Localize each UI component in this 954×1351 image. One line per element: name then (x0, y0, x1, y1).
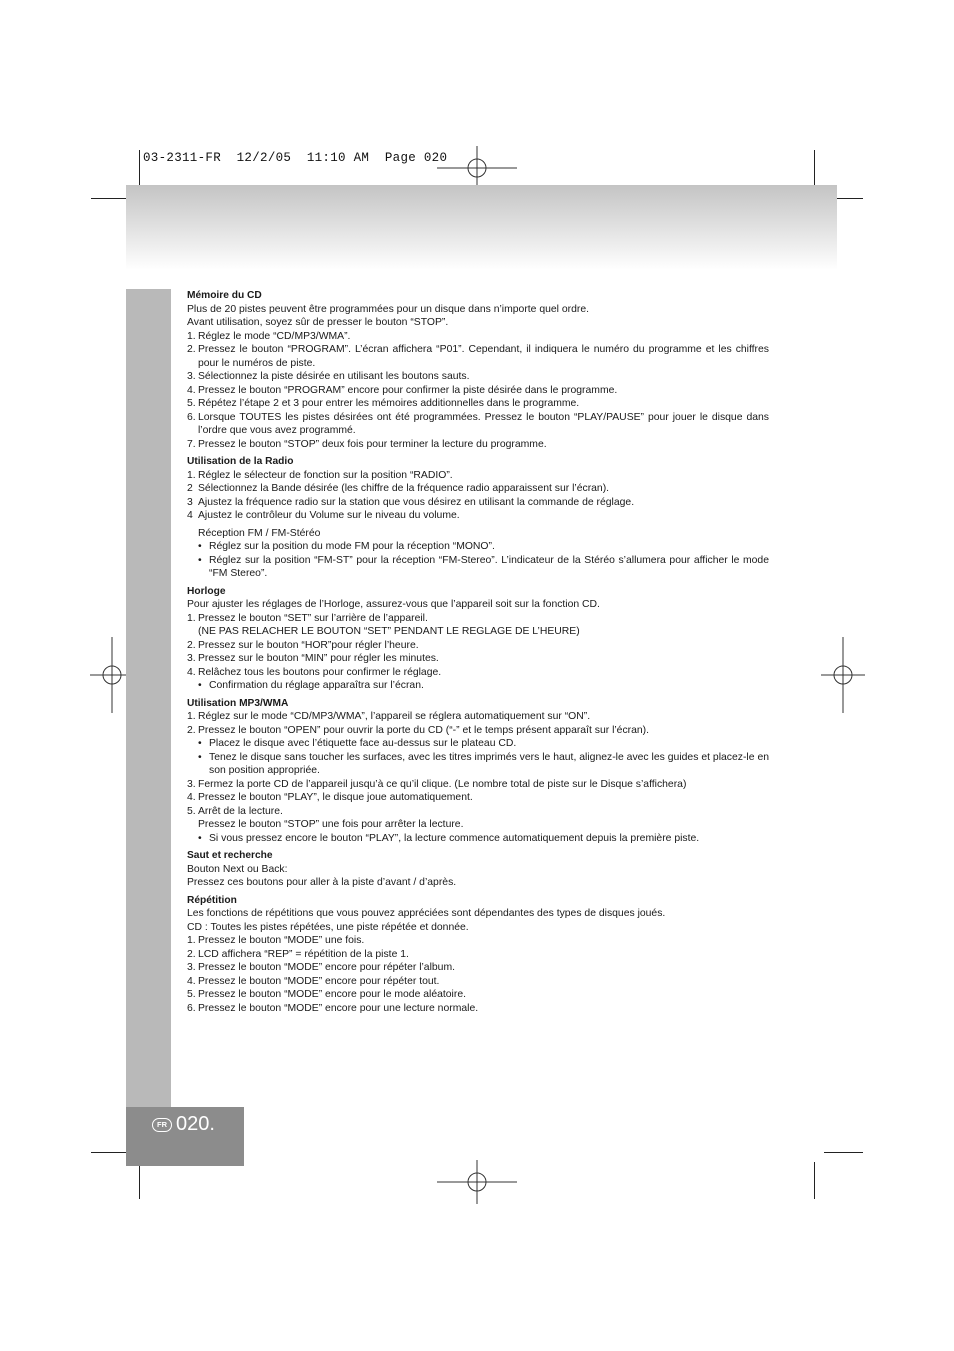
numbered-step (187, 509, 769, 523)
section (187, 455, 769, 581)
step-text: Réglez le sélecteur de fonction sur la position “RADIO”. (198, 469, 453, 481)
step-number: 2. (187, 724, 196, 736)
step-number: 1. (187, 935, 196, 946)
step-number: 1. (187, 469, 196, 481)
step-number: 4 (187, 510, 193, 521)
crop-mark-bottom-left-h (91, 1152, 131, 1153)
bullet-item (187, 832, 769, 846)
bullet-text: Réglez sur la position du mode FM pour la réception “MONO”. (209, 541, 495, 552)
step-number: 7. (187, 438, 196, 450)
section-title: Utilisation MP3/WMA (187, 697, 289, 709)
step-number: 2. (187, 639, 196, 651)
numbered-step (187, 639, 769, 653)
numbered-step (187, 934, 769, 948)
step-text: Lorsque TOUTES les pistes désirées ont été programmées. Pressez le bouton “PLAY/PAUSE” pour jouer le disque dans l’ordre que vous avez programmé. (198, 411, 769, 436)
manual-content (187, 289, 769, 1019)
section-title: Répétition (187, 894, 237, 906)
numbered-step (187, 384, 769, 398)
bullet-text: Réglez sur la position “FM-ST” pour la réception “FM-Stereo”. L’indicateur de la Stéréo s’allumera pour afficher le mode “FM Stereo”. (209, 554, 769, 579)
step-number: 5. (187, 989, 196, 1000)
section (187, 894, 769, 1016)
step-text: Pressez le bouton “MODE” encore pour répéter l’album. (198, 962, 455, 973)
registration-mark-top (437, 146, 517, 190)
indented-note: Pressez le bouton “STOP” une fois pour arrêter la lecture. (198, 819, 464, 830)
step-number: 4. (187, 384, 196, 396)
crop-mark-bottom-right-h (824, 1152, 863, 1153)
step-text: Ajustez la fréquence radio sur la station que vous désirez en utilisant la commande de réglage. (198, 496, 635, 508)
section (187, 697, 769, 846)
bullet-icon: • (198, 751, 202, 763)
bullet-item (187, 737, 769, 751)
step-number: 1. (187, 711, 196, 722)
numbered-step (187, 330, 769, 344)
bullet-item (187, 554, 769, 581)
bullet-item (187, 540, 769, 554)
step-text: Pressez sur le bouton “HOR”pour régler l’heure. (198, 639, 419, 651)
numbered-step (187, 343, 769, 370)
step-text: Pressez le bouton “PROGRAM” encore pour confirmer la piste désirée dans le programme. (198, 384, 618, 396)
fr-language-badge: FR (152, 1118, 172, 1132)
step-number: 2. (187, 948, 196, 960)
paragraph: Avant utilisation, soyez sûr de presser le bouton “STOP”. (187, 317, 449, 328)
numbered-step (187, 482, 769, 496)
step-number: 3 (187, 496, 193, 508)
paragraph: Bouton Next ou Back: (187, 863, 288, 875)
step-text: Pressez le bouton “PLAY”, le disque joue automatiquement. (198, 792, 473, 803)
step-text: Sélectionnez la Bande désirée (les chiffre de la fréquence radio apparaissent sur l’écran). (198, 483, 610, 494)
numbered-step (187, 778, 769, 792)
step-text: Pressez sur le bouton “MIN” pour régler les minutes. (198, 653, 439, 664)
step-number: 5. (187, 398, 196, 409)
numbered-step (187, 397, 769, 411)
step-number: 2 (187, 483, 193, 494)
numbered-step (187, 612, 769, 626)
bullet-text: Placez le disque avec l’étiquette face au-dessus sur le plateau CD. (209, 738, 517, 749)
section (187, 289, 769, 451)
numbered-step (187, 1002, 769, 1016)
step-number: 6. (187, 411, 196, 423)
step-number: 1. (187, 330, 196, 342)
numbered-step (187, 370, 769, 384)
bullet-icon: • (198, 541, 202, 552)
registration-mark-right (821, 637, 865, 713)
step-text: Fermez la porte CD de l’appareil jusqu’à ce qu’il clique. (Le nombre total de piste sur le Disque s’affichera) (198, 778, 687, 790)
numbered-step (187, 666, 769, 680)
crop-mark-bottom-right-v (814, 1162, 815, 1199)
side-grey-bar (126, 289, 171, 1107)
step-number: 4. (187, 792, 196, 803)
step-text: Pressez le bouton “MODE” encore pour une lecture normale. (198, 1002, 479, 1014)
page-number (152, 1113, 215, 1136)
header-gradient-band (126, 185, 837, 270)
step-number: 4. (187, 666, 196, 678)
step-text: Sélectionnez la piste désirée en utilisant les boutons sauts. (198, 371, 470, 382)
bullet-item (187, 679, 769, 693)
step-text: Réglez sur le mode “CD/MP3/WMA”, l’appareil se réglera automatiquement sur “ON”. (198, 711, 591, 722)
step-text: Pressez le bouton “OPEN” pour ouvrir la porte du CD (“-” et le temps présent apparaît sur l’écran). (198, 724, 650, 736)
step-number: 6. (187, 1002, 196, 1014)
numbered-step (187, 961, 769, 975)
paragraph: Plus de 20 pistes peuvent être programmées pour un disque dans n’importe quel ordre. (187, 303, 590, 315)
bullet-icon: • (198, 738, 202, 749)
numbered-step (187, 496, 769, 510)
step-text: Pressez le bouton “PROGRAM”. L’écran affichera “P01”. Cependant, il indiquera le numéro du programme et les chiffres pour le numéros de piste. (198, 344, 769, 369)
registration-mark-bottom (437, 1160, 517, 1204)
paragraph: Les fonctions de répétitions que vous pouvez appréciées sont dépendantes des types de disques joués. (187, 908, 666, 919)
section-title: Saut et recherche (187, 850, 273, 861)
step-text: Pressez le bouton “SET” sur l’arrière de l’appareil. (198, 612, 428, 624)
step-number: 5. (187, 805, 196, 817)
step-number: 3. (187, 778, 196, 790)
step-text: Pressez le bouton “STOP” deux fois pour terminer la lecture du programme. (198, 438, 547, 450)
step-text: Répétez l’étape 2 et 3 pour entrer les mémoires additionnelles dans le programme. (198, 398, 580, 409)
numbered-step (187, 791, 769, 805)
page-number-text: 020. (176, 1113, 215, 1135)
section (187, 585, 769, 693)
section-title: Mémoire du CD (187, 290, 262, 301)
step-number: 3. (187, 371, 196, 382)
indented-note: (NE PAS RELACHER LE BOUTON “SET” PENDANT LE REGLAGE DE L’HEURE) (198, 626, 580, 637)
section (187, 849, 769, 890)
print-slug: 03-2311-FR 12/2/05 11:10 AM Page 020 (143, 151, 448, 165)
paragraph: Pressez ces boutons pour aller à la piste d’avant / d’après. (187, 877, 457, 888)
step-text: LCD affichera “REP” = répétition de la piste 1. (198, 948, 409, 960)
numbered-step (187, 710, 769, 724)
step-text: Arrêt de la lecture. (198, 805, 283, 817)
numbered-step (187, 411, 769, 438)
step-number: 4. (187, 975, 196, 987)
step-number: 2. (187, 344, 196, 355)
step-number: 1. (187, 612, 196, 624)
bullet-icon: • (198, 832, 202, 844)
numbered-step (187, 988, 769, 1002)
numbered-step (187, 652, 769, 666)
step-number: 3. (187, 962, 196, 973)
paragraph: Pour ajuster les réglages de l’Horloge, assurez-vous que l’appareil soit sur la fonction CD. (187, 599, 600, 610)
bullet-text: Si vous pressez encore le bouton “PLAY”, la lecture commence automatiquement depuis la première piste. (209, 832, 700, 844)
crop-mark-top-left-h (91, 198, 131, 199)
section-title: Utilisation de la Radio (187, 456, 294, 467)
numbered-step (187, 438, 769, 452)
step-text: Ajustez le contrôleur du Volume sur le niveau du volume. (198, 510, 460, 521)
numbered-step (187, 724, 769, 738)
bullet-icon: • (198, 680, 202, 691)
step-number: 3. (187, 653, 196, 664)
bullet-text: Confirmation du réglage apparaîtra sur l’écran. (209, 680, 424, 691)
step-text: Pressez le bouton “MODE” encore pour le mode aléatoire. (198, 989, 466, 1000)
step-text: Relâchez tous les boutons pour confirmer le réglage. (198, 666, 442, 678)
section-title: Horloge (187, 585, 226, 597)
numbered-step (187, 469, 769, 483)
step-text: Pressez le bouton “MODE” encore pour répéter tout. (198, 975, 440, 987)
numbered-step (187, 805, 769, 819)
bullet-icon: • (198, 554, 202, 566)
crop-mark-bottom-left-v (139, 1162, 140, 1199)
indented-note: Réception FM / FM-Stéréo (198, 527, 321, 539)
step-text: Pressez le bouton “MODE” une fois. (198, 935, 365, 946)
bullet-item (187, 751, 769, 778)
bullet-text: Tenez le disque sans toucher les surfaces, avec les titres imprimés vers le haut, alignez-le avec les guides et placez-le en son position appropriée. (209, 751, 769, 776)
numbered-step (187, 975, 769, 989)
step-text: Réglez le mode “CD/MP3/WMA”. (198, 330, 351, 342)
paragraph: CD : Toutes les pistes répétées, une piste répétée et donnée. (187, 921, 469, 933)
numbered-step (187, 948, 769, 962)
